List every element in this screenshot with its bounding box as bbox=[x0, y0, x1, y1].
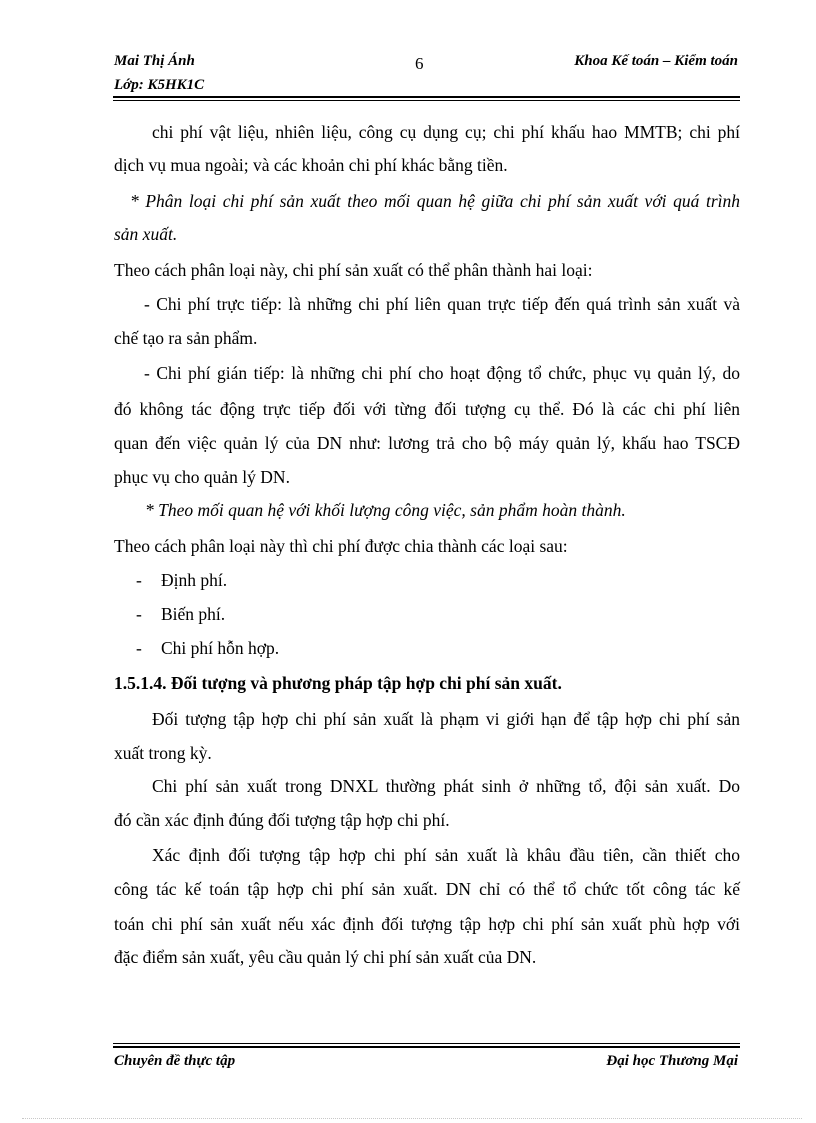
footer-rule-thick bbox=[113, 1046, 740, 1048]
paragraph-line: quan đến việc quản lý của DN như: lương trả cho bộ máy quản lý, khấu hao TSCĐ bbox=[114, 433, 740, 453]
header-class: Lớp: K5HK1C bbox=[114, 77, 205, 93]
footer-left-text: Chuyên đề thực tập bbox=[114, 1053, 236, 1069]
paragraph-line: công tác kế toán tập hợp chi phí sản xuất. DN chỉ có thể tổ chức tốt công tác kế bbox=[114, 879, 740, 899]
paragraph-line: xuất trong kỳ. bbox=[114, 743, 212, 763]
list-item: Định phí. bbox=[161, 570, 228, 590]
italic-heading-line: sản xuất. bbox=[114, 224, 178, 244]
paragraph-line: chế tạo ra sản phẩm. bbox=[114, 328, 258, 348]
italic-heading-line: * Phân loại chi phí sản xuất theo mối quan hệ giữa chi phí sản xuất với quá trình bbox=[130, 191, 740, 211]
paragraph-line: chi phí vật liệu, nhiên liệu, công cụ dụng cụ; chi phí khấu hao MMTB; chi phí bbox=[152, 122, 740, 142]
footer-rule-thin bbox=[113, 1043, 740, 1044]
footer-right-text: Đại học Thương Mại bbox=[606, 1053, 738, 1069]
paragraph-line: Chi phí sản xuất trong DNXL thường phát sinh ở những tổ, đội sản xuất. Do bbox=[152, 776, 740, 796]
list-item: Biến phí. bbox=[161, 604, 226, 624]
paragraph-line: Xác định đối tượng tập hợp chi phí sản xuất là khâu đầu tiên, cần thiết cho bbox=[152, 845, 740, 865]
paragraph-line: phục vụ cho quản lý DN. bbox=[114, 467, 290, 487]
paragraph-line: đó không tác động trực tiếp đối với từng đối tượng cụ thể. Đó là các chi phí liên bbox=[114, 399, 740, 419]
paragraph-line: Đối tượng tập hợp chi phí sản xuất là phạm vi giới hạn để tập hợp chi phí sản bbox=[152, 709, 740, 729]
paragraph-line: - Chi phí gián tiếp: là những chi phí cho hoạt động tổ chức, phục vụ quản lý, do bbox=[144, 363, 740, 383]
section-heading: 1.5.1.4. Đối tượng và phương pháp tập hợp chi phí sản xuất. bbox=[114, 673, 562, 693]
italic-heading-line: * Theo mối quan hệ với khối lượng công việc, sản phẩm hoàn thành. bbox=[145, 500, 626, 520]
paragraph-line: - Chi phí trực tiếp: là những chi phí liên quan trực tiếp đến quá trình sản xuất và bbox=[144, 294, 740, 314]
page-number: 6 bbox=[415, 54, 424, 73]
paragraph-line: đó cần xác định đúng đối tượng tập hợp chi phí. bbox=[114, 810, 450, 830]
header-rule-thin bbox=[113, 100, 740, 101]
header-department: Khoa Kế toán – Kiểm toán bbox=[574, 53, 738, 69]
header-rule-thick bbox=[113, 96, 740, 98]
list-item: Chi phí hỗn hợp. bbox=[161, 638, 280, 658]
page-edge-divider bbox=[22, 1118, 802, 1119]
header-author: Mai Thị Ánh bbox=[114, 53, 195, 69]
paragraph-line: toán chi phí sản xuất nếu xác định đối tượng tập hợp chi phí sản xuất phù hợp với bbox=[114, 914, 740, 934]
paragraph-line: dịch vụ mua ngoài; và các khoản chi phí khác bằng tiền. bbox=[114, 155, 508, 175]
paragraph-line: Theo cách phân loại này thì chi phí được chia thành các loại sau: bbox=[114, 536, 568, 556]
paragraph-line: Theo cách phân loại này, chi phí sản xuất có thể phân thành hai loại: bbox=[114, 260, 593, 280]
list-item-dash: - bbox=[136, 604, 142, 624]
list-item-dash: - bbox=[136, 638, 142, 658]
paragraph-line: đặc điểm sản xuất, yêu cầu quản lý chi phí sản xuất của DN. bbox=[114, 947, 537, 967]
list-item-dash: - bbox=[136, 570, 142, 590]
